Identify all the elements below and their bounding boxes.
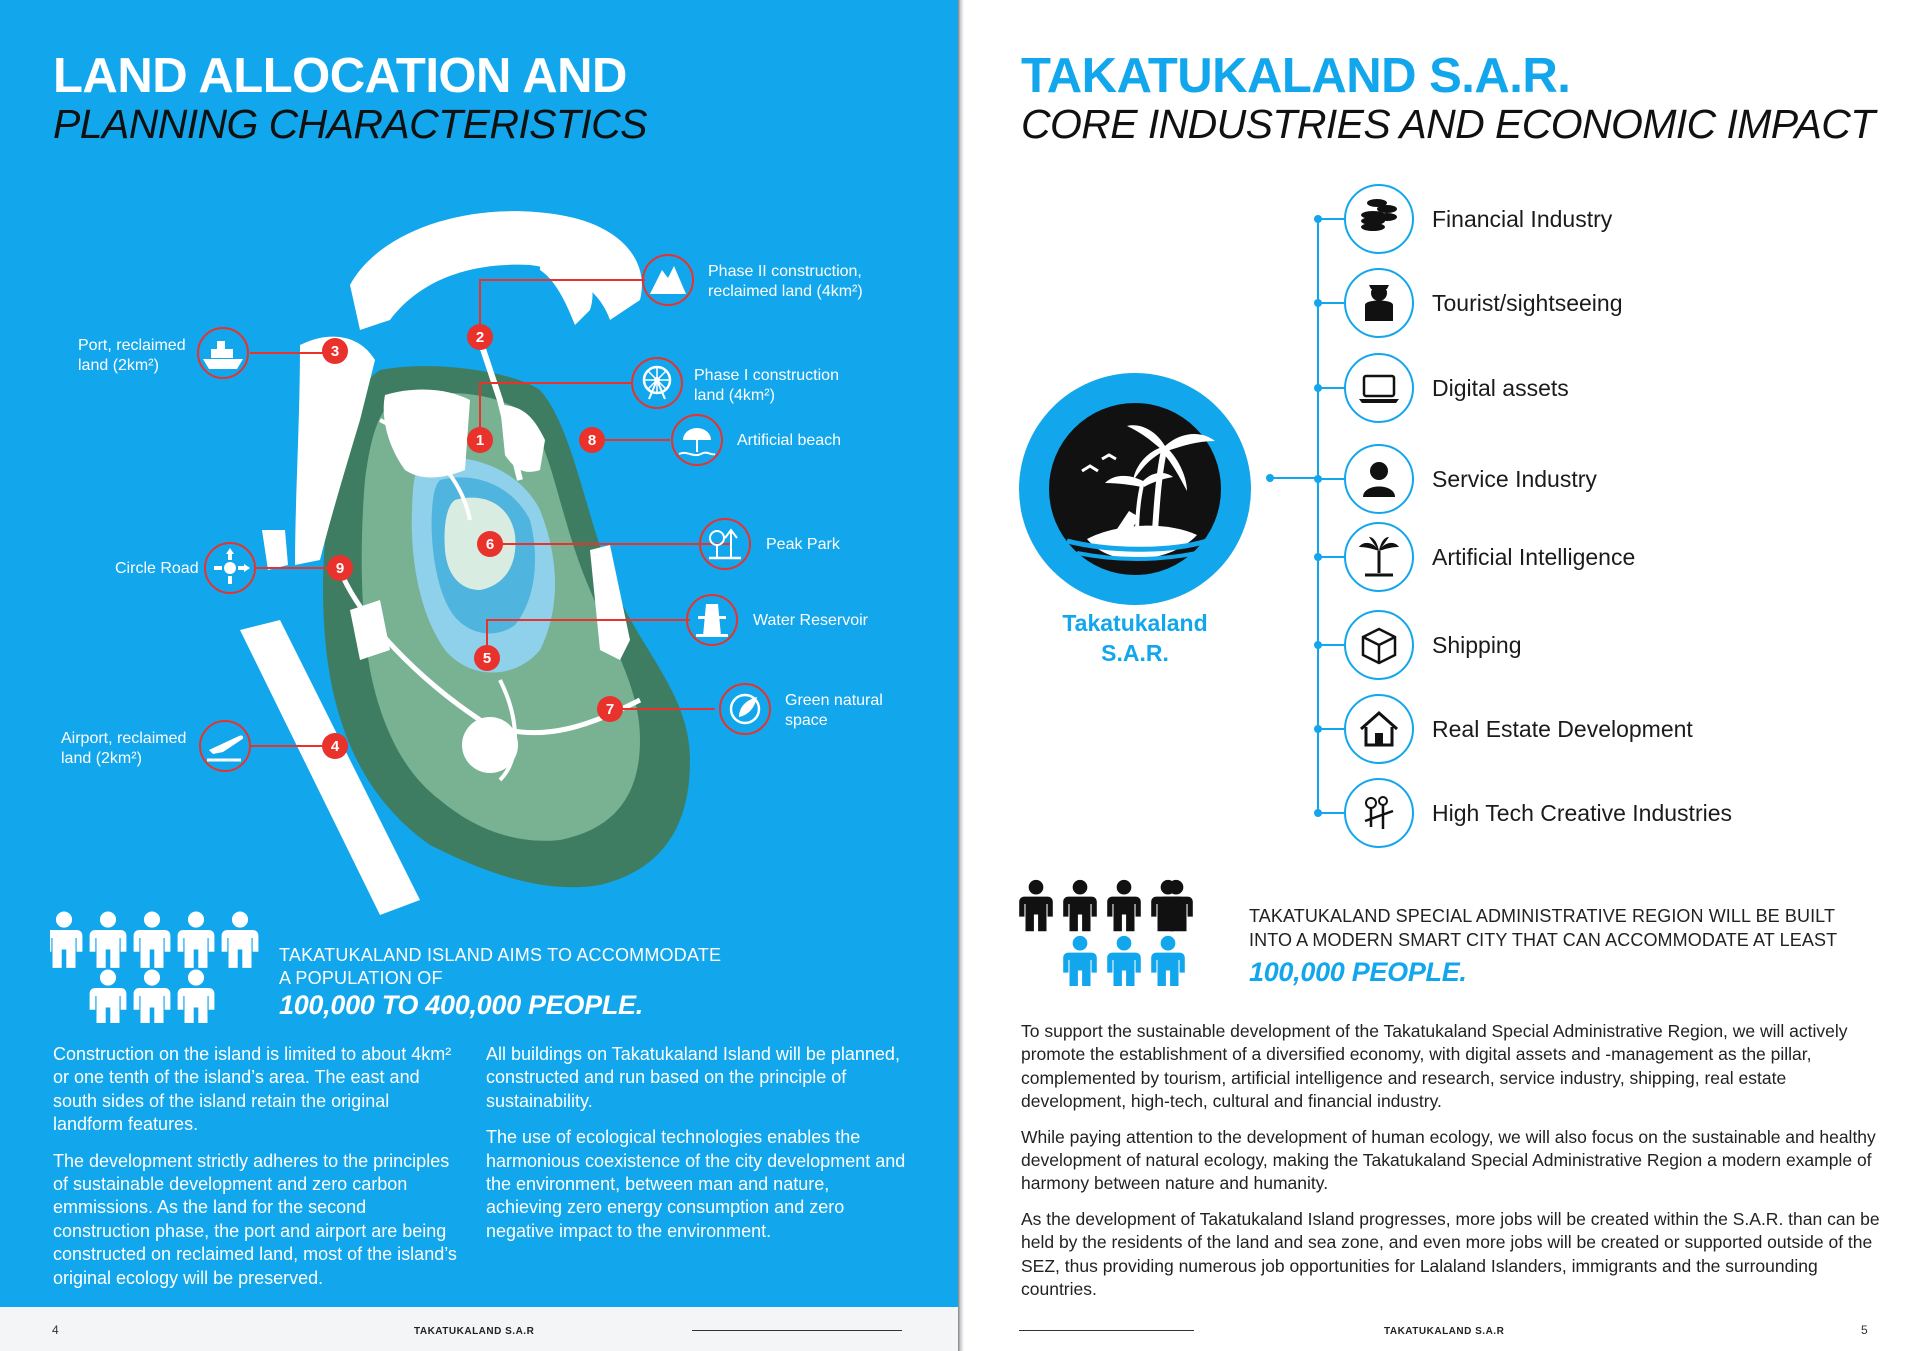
hub-label: Takatukaland S.A.R. — [1062, 610, 1208, 666]
right-page — [964, 0, 1920, 1351]
right-footer-rule — [1019, 1330, 1194, 1331]
right-body-text — [1021, 1020, 1891, 1313]
industry-item — [1344, 268, 1623, 338]
map-marker-3: 3 — [322, 338, 348, 364]
map-marker-5: 5 — [474, 645, 500, 671]
map-marker-1: 1 — [467, 427, 493, 453]
industry-label: Real Estate Development — [1432, 715, 1693, 742]
right-footer-title: TAKATUKALAND S.A.R — [1384, 1326, 1505, 1337]
ship-icon — [197, 327, 249, 379]
right-page-number: 5 — [1861, 1323, 1868, 1337]
industry-item — [1344, 522, 1635, 592]
airplane-icon — [199, 720, 251, 772]
industry-label: Tourist/sightseeing — [1432, 289, 1623, 316]
right-paragraph-1: To support the sustainable development of the Takatukaland Special Administrative Region, we will actively promote the establishment of a diversified economy, with digital assets and -management as the pillar, complemented by tourism, artificial intelligence and research, service industry, shipping, real estate development, high-tech, cultural and financial industry. — [1021, 1021, 1848, 1112]
right-footer — [964, 1307, 1920, 1351]
right-paragraph-2: While paying attention to the development of human ecology, we will also focus on the sustainable and healthy development of natural ecology, making the Takatukaland Special Administrative Region a modern example of harmony between nature and humanity. — [1021, 1126, 1876, 1194]
left-population-figure: 100,000 TO 400,000 PEOPLE. — [279, 990, 643, 1020]
callout-label-2: Phase II construction, reclaimed land (4km²) — [708, 263, 863, 300]
laptop-icon — [1344, 353, 1414, 423]
left-title-line1: LAND ALLOCATION AND — [53, 49, 627, 103]
industry-item — [1344, 778, 1732, 848]
roundabout-icon — [204, 542, 256, 594]
population-people-icons — [50, 898, 270, 1023]
left-title-line2: PLANNING CHARACTERISTICS — [53, 101, 647, 147]
callout-label-8: Artificial beach — [737, 432, 842, 449]
left-col1-p2: The development strictly adheres to the principles of sustainable development and zero carbon emmissions. As the land for the second construction phase, the port and airport are being constructed on reclaimed land, most of the island’s original ecology will be preserved. — [53, 1150, 457, 1288]
industry-item — [1344, 444, 1597, 514]
callout-label-1: Phase I construction land (4km²) — [694, 367, 839, 404]
left-col2-p2: The use of ecological technologies enables the harmonious coexistence of the city development and the environment, between man and nature, achieving zero energy consumption and zero negative impact to the environment. — [486, 1127, 906, 1241]
callout-label-5: Water Reservoir — [753, 612, 868, 629]
industry-label: Service Industry — [1432, 465, 1597, 492]
right-title-line1: TAKATUKALAND S.A.R. — [1021, 49, 1571, 103]
right-population-figure: 100,000 PEOPLE. — [1249, 957, 1467, 987]
callout-label-9: Circle Road — [115, 560, 199, 577]
map-marker-2: 2 — [467, 324, 493, 350]
map-marker-4: 4 — [322, 733, 348, 759]
coins-icon — [1344, 184, 1414, 254]
beach-umbrella-icon — [671, 414, 723, 466]
left-col1-p1: Construction on the island is limited to about 4km² or one tenth of the island’s area. The east and south sides of the island retain the original landform features. — [53, 1044, 452, 1135]
industry-label: Financial Industry — [1432, 205, 1613, 232]
callout-label-7: Green natural space — [785, 692, 883, 729]
left-footer-title: TAKATUKALAND S.A.R — [414, 1326, 535, 1337]
tourist-icon — [1344, 268, 1414, 338]
right-population-caption: TAKATUKALAND SPECIAL ADMINISTRATIVE REGION WILL BE BUILT INTO A MODERN SMART CITY THAT CAN ACCOMMODATE AT LEAST — [1249, 906, 1838, 950]
industry-item — [1344, 353, 1569, 423]
map-marker-8: 8 — [579, 427, 605, 453]
callout-label-3: Port, reclaimed land (2km²) — [78, 337, 186, 374]
callout-label-4: Airport, reclaimed land (2km²) — [61, 730, 187, 767]
left-body-column-1 — [53, 1043, 458, 1303]
left-footer — [0, 1307, 958, 1351]
left-footer-rule — [692, 1330, 902, 1331]
industry-item — [1344, 184, 1612, 254]
right-paragraph-3: As the development of Takatukaland Island progresses, more jobs will be created within the S.A.R. than can be held by the residents of the land and sea zone, and even more jobs will be created or supported outside of the SEZ, thus providing numerous job opportunities for Lalaland Islanders, immigrants and the surrounding countries. — [1021, 1208, 1880, 1300]
house-icon — [1344, 694, 1414, 764]
park-icon — [699, 518, 751, 570]
lighthouse-icon — [686, 594, 738, 646]
left-body-column-2 — [486, 1043, 906, 1256]
mountain-icon — [642, 254, 694, 306]
ferris-wheel-icon — [631, 357, 683, 409]
callout-label-6: Peak Park — [766, 536, 840, 553]
industry-label: Artificial Intelligence — [1432, 543, 1636, 570]
globe-leaf-icon — [719, 683, 771, 735]
right-title-line2: CORE INDUSTRIES AND ECONOMIC IMPACT — [1021, 101, 1875, 147]
industry-label: Digital assets — [1432, 374, 1569, 401]
box-icon — [1344, 610, 1414, 680]
right-population-people-icons — [1018, 866, 1198, 986]
industry-item — [1344, 610, 1522, 680]
map-marker-6: 6 — [477, 531, 503, 557]
left-population-caption: TAKATUKALAND ISLAND AIMS TO ACCOMMODATE A POPULATION OF — [279, 945, 722, 988]
industry-label: Shipping — [1432, 631, 1522, 658]
left-page-number: 4 — [52, 1323, 59, 1337]
tools-icon — [1344, 778, 1414, 848]
left-page — [0, 0, 958, 1351]
left-col2-p1: All buildings on Takatukaland Island will be planned, constructed and run based on the principle of sustainability. — [486, 1044, 900, 1111]
palm-island-icon — [1344, 522, 1414, 592]
industry-item — [1344, 694, 1693, 764]
map-marker-7: 7 — [597, 696, 623, 722]
industry-label: High Tech Creative Industries — [1432, 799, 1732, 826]
service-person-icon — [1344, 444, 1414, 514]
map-marker-9: 9 — [327, 555, 353, 581]
industry-list — [1344, 0, 1904, 860]
